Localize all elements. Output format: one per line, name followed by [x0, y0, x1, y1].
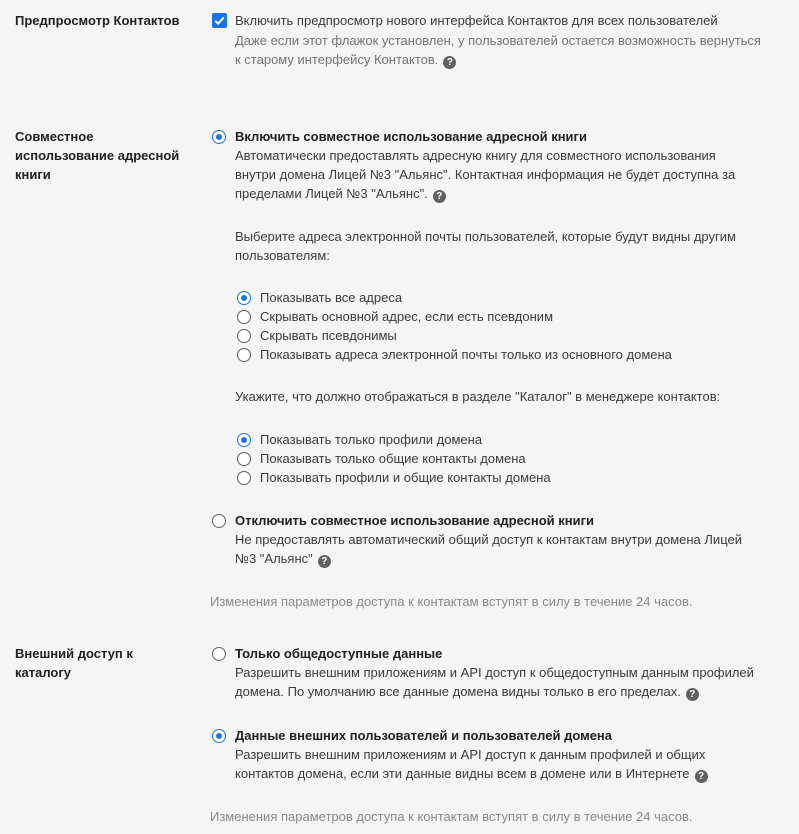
- checkmark-icon: [213, 14, 226, 27]
- catalog-option-radio[interactable]: [237, 452, 251, 466]
- help-icon[interactable]: ?: [686, 688, 699, 701]
- contacts-preview-label: Предпросмотр Контактов: [15, 13, 180, 28]
- address-book-label: Совместное использование адресной книги: [15, 129, 180, 182]
- email-option-radio[interactable]: [237, 310, 251, 324]
- catalog-option-label[interactable]: Показывать только профили домена: [260, 432, 483, 447]
- external-access-label: Внешний доступ к каталогу: [15, 646, 133, 680]
- email-option-radio[interactable]: [237, 329, 251, 343]
- contacts-preview-checkbox[interactable]: [212, 13, 227, 28]
- external-and-domain-description: контактов домена, если эти данные видны всем в домене или в Интернете ?: [235, 764, 708, 783]
- external-access-note: Изменения параметров доступа к контактам вступят в силу в течение 24 часов.: [210, 809, 693, 824]
- catalog-option-radio[interactable]: [237, 433, 251, 447]
- public-only-title[interactable]: Только общедоступные данные: [235, 646, 443, 661]
- external-and-domain-description: Разрешить внешним приложениям и API доступ к данным профилей и общих: [235, 747, 706, 762]
- enable-address-book-description: Автоматически предоставлять адресную книгу для совместного использования: [235, 148, 716, 163]
- disable-address-book-description: №3 "Альянс" ?: [235, 549, 331, 568]
- disable-address-book-title[interactable]: Отключить совместное использование адресной книги: [235, 513, 595, 528]
- disable-address-book-radio[interactable]: [212, 514, 226, 528]
- catalog-option-label[interactable]: Показывать только общие контакты домена: [260, 451, 526, 466]
- email-option-label[interactable]: Показывать адреса электронной почты только из основного домена: [260, 347, 672, 362]
- address-book-note: Изменения параметров доступа к контактам вступят в силу в течение 24 часов.: [210, 594, 693, 609]
- catalog-option-label[interactable]: Показывать профили и общие контакты домена: [260, 470, 551, 485]
- contacts-preview-description: к старому интерфейсу Контактов. ?: [235, 50, 456, 69]
- catalog-question: Укажите, что должно отображаться в разделе "Каталог" в менеджере контактов:: [235, 389, 721, 404]
- email-visibility-question: пользователям:: [235, 248, 330, 263]
- contacts-preview-description: Даже если этот флажок установлен, у пользователей остается возможность вернуться: [235, 33, 761, 48]
- enable-address-book-description: внутри домена Лицей №3 "Альянс". Контактная информация не будет доступна за: [235, 167, 736, 182]
- email-option-label[interactable]: Скрывать псевдонимы: [260, 328, 397, 343]
- help-icon[interactable]: ?: [695, 770, 708, 783]
- external-and-domain-radio[interactable]: [212, 729, 226, 743]
- public-only-description: Разрешить внешним приложениям и API доступ к общедоступным данным профилей: [235, 665, 754, 680]
- email-option-label[interactable]: Показывать все адреса: [260, 290, 403, 305]
- email-option-radio[interactable]: [237, 291, 251, 305]
- disable-address-book-description: Не предоставлять автоматический общий доступ к контактам внутри домена Лицей: [235, 532, 742, 547]
- enable-address-book-radio[interactable]: [212, 130, 226, 144]
- email-option-radio[interactable]: [237, 348, 251, 362]
- public-only-radio[interactable]: [212, 647, 226, 661]
- email-option-label[interactable]: Скрывать основной адрес, если есть псевдоним: [260, 309, 554, 324]
- enable-address-book-description: пределами Лицей №3 "Альянс". ?: [235, 184, 446, 203]
- help-icon[interactable]: ?: [433, 190, 446, 203]
- contacts-preview-checkbox-label[interactable]: Включить предпросмотр нового интерфейса Контактов для всех пользователей: [235, 13, 718, 28]
- catalog-option-radio[interactable]: [237, 471, 251, 485]
- help-icon[interactable]: ?: [318, 555, 331, 568]
- help-icon[interactable]: ?: [443, 56, 456, 69]
- external-and-domain-title[interactable]: Данные внешних пользователей и пользователей домена: [235, 728, 613, 743]
- email-visibility-question: Выберите адреса электронной почты пользователей, которые будут видны другим: [235, 229, 736, 244]
- public-only-description: домена. По умолчанию все данные домена видны только в его пределах. ?: [235, 682, 699, 701]
- enable-address-book-title[interactable]: Включить совместное использование адресной книги: [235, 129, 587, 144]
